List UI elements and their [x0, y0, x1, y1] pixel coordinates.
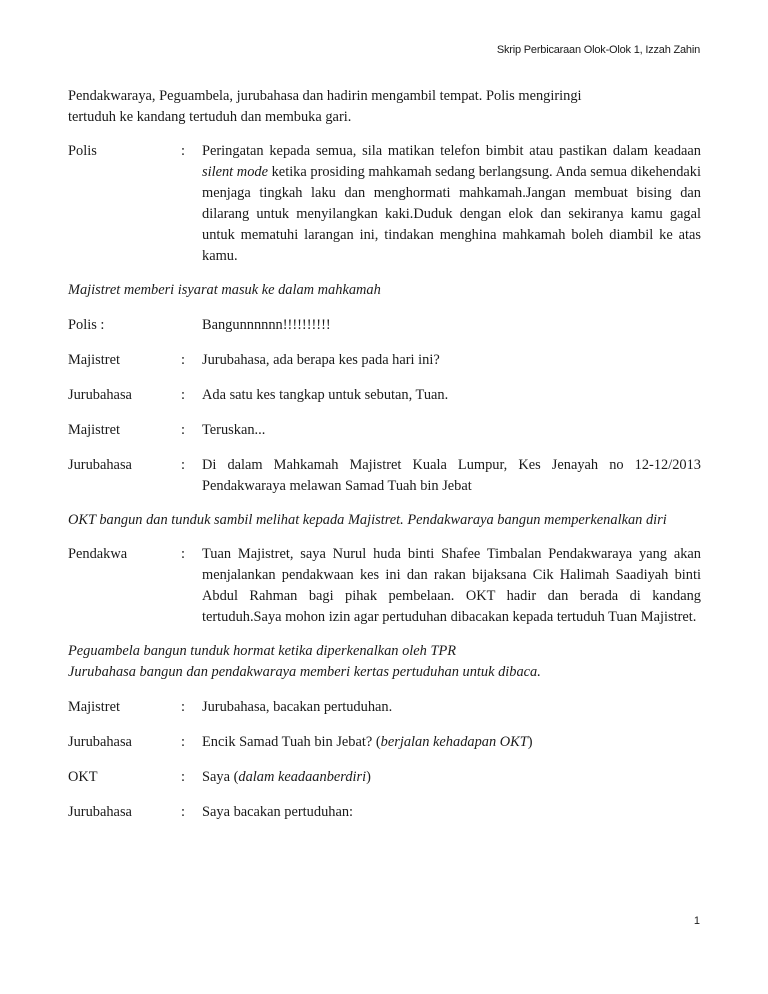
dialogue-text: Ada satu kes tangkap untuk sebutan, Tuan.: [202, 387, 449, 403]
stage-direction: Majistret memberi isyarat masuk ke dalam mahkamah: [68, 282, 381, 298]
intro-line-1: Pendakwaraya, Peguambela, jurubahasa dan hadirin mengambil tempat. Polis mengiringi: [68, 88, 582, 104]
colon: :: [181, 804, 185, 820]
dialogue-jurubahasa-3: [68, 732, 701, 753]
speaker-label: Jurubahasa: [68, 804, 132, 820]
speaker-label: Majistret: [68, 352, 120, 368]
speaker-label: Jurubahasa: [68, 457, 132, 473]
colon: :: [181, 387, 185, 403]
dialogue-jurubahasa-4: [68, 802, 701, 823]
dialogue-text: Encik Samad Tuah bin Jebat? (berjalan kehadapan OKT): [202, 734, 533, 750]
dialogue-polis-call: [68, 315, 701, 336]
intro-paragraph: [68, 86, 701, 128]
italic-term: silent mode: [202, 164, 268, 180]
speaker-label: Majistret: [68, 699, 120, 715]
speaker-label: Jurubahasa: [68, 387, 132, 403]
dialogue-text: Saya bacakan pertuduhan:: [202, 804, 354, 820]
colon: :: [181, 769, 185, 785]
dialogue-polis-warning: [68, 141, 701, 267]
dialogue-text: Jurubahasa, bacakan pertuduhan.: [202, 699, 393, 715]
colon: :: [181, 699, 185, 715]
stage-direction: Peguambela bangun tunduk hormat ketika diperkenalkan oleh TPR Jurubahasa bangun dan pendakwaraya memberi kertas pertuduhan untuk dibaca.: [68, 643, 541, 680]
dialogue-text: Di dalam Mahkamah Majistret Kuala Lumpur, Kes Jenayah no 12-12/2013 Pendakwaraya melawan Samad Tuah bin Jebat: [202, 457, 701, 494]
dialogue-jurubahasa-2: [68, 455, 701, 497]
colon: :: [181, 734, 185, 750]
colon: :: [181, 143, 185, 159]
dialogue-pendakwa: [68, 544, 701, 628]
dialogue-text: Bangunnnnnn!!!!!!!!!!: [202, 317, 331, 333]
colon: :: [181, 457, 185, 473]
stage-note: berjalan kehadapan OKT: [380, 734, 528, 750]
dialogue-text: Tuan Majistret, saya Nurul huda binti Shafee Timbalan Pendakwaraya yang akan menjalankan pendakwaan kes ini dan rakan bijaksana Cik Halimah Saadiyah binti Abdul Rahman bagi pihak pembelaan. OKT hadir dan berada di kandang tertuduh.Saya mohon izin agar pertuduhan dibacakan kepada tertuduh Tuan Majistret.: [202, 546, 701, 625]
dialogue-jurubahasa-1: [68, 385, 701, 406]
speaker-label: Majistret: [68, 422, 120, 438]
speaker-label: Pendakwa: [68, 546, 128, 562]
colon: :: [181, 352, 185, 368]
stage-direction: OKT bangun dan tunduk sambil melihat kepada Majistret. Pendakwaraya bangun memperkenalkan diri: [68, 512, 667, 528]
script-body: [68, 86, 701, 823]
dialogue-text: Saya (dalam keadaanberdiri): [202, 769, 371, 785]
colon: :: [181, 546, 185, 562]
running-header: Skrip Perbicaraan Olok-Olok 1, Izzah Zahin: [496, 44, 700, 56]
dialogue-text: Teruskan...: [202, 422, 266, 438]
dialogue-okt: [68, 767, 701, 788]
dialogue-majistret-1: [68, 350, 701, 371]
dialogue-majistret-3: [68, 697, 701, 718]
dialogue-majistret-2: [68, 420, 701, 441]
speaker-label: OKT: [68, 769, 98, 785]
dialogue-text: Jurubahasa, ada berapa kes pada hari ini?: [202, 352, 440, 368]
dialogue-text: Peringatan kepada semua, sila matikan telefon bimbit atau pastikan dalam keadaan silent mode ketika prosiding mahkamah sedang berlangsung. Anda semua dikehendaki menjaga tingkah laku dan menghormati mahkamah.Jangan membuat bising dan dilarang untuk menyilangkan kaki.Duduk dengan elok dan sekiranya kamu gagal untuk mematuhi larangan ini, tindakan menghina mahkamah boleh diambil ke atas kamu.: [202, 143, 702, 264]
colon: :: [181, 422, 185, 438]
page-number: 1: [693, 915, 700, 927]
speaker-label: Polis :: [68, 317, 105, 333]
speaker-label: Jurubahasa: [68, 734, 132, 750]
stage-note: dalam keadaanberdiri: [238, 769, 367, 785]
intro-line-2: tertuduh ke kandang tertuduh dan membuka gari.: [68, 109, 352, 125]
speaker-label: Polis: [68, 143, 97, 159]
